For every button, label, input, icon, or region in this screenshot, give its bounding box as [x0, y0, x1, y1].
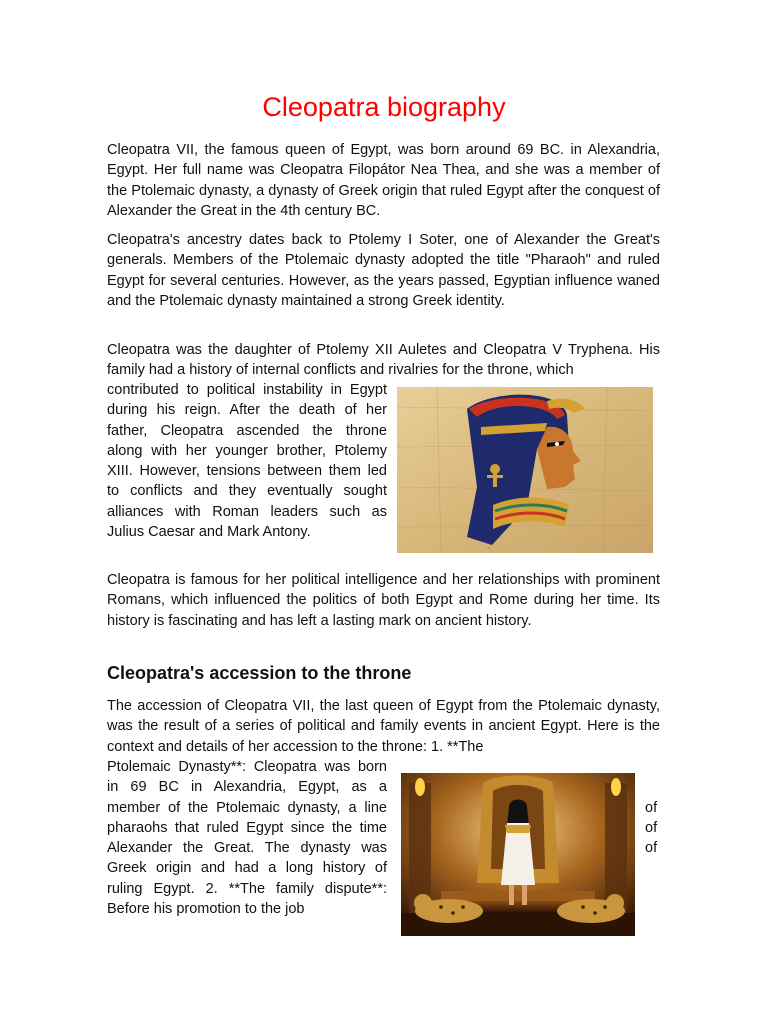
wrapped-word: of	[645, 840, 658, 856]
paragraph-intro: Cleopatra VII, the famous queen of Egypt, was born around 69 BC. in Alexandria, Egypt. Her full name was Cleopatra Filopátor Nea Thea, and she was a member of the Ptolemaic dynasty, a dynasty of Greek origin that ruled Egypt after the conquest of Alexander the Great in the 4th century BC.	[107, 142, 660, 219]
paragraph-family-wrap: contributed to political instability in Egypt during his reign. After the death of her father, Cleopatra ascended the throne along with her younger brother, Ptolemy XIII. However, tensions between them led to conflicts and they eventually sought alliances with Roman leaders such as Julius Caesar and Mark Antony.	[107, 382, 387, 541]
paragraph-ancestry: Cleopatra's ancestry dates back to Ptolemy I Soter, one of Alexander the Great's generals. Members of the Ptolemaic dynasty adopted the title "Pharaoh" and ruled Egypt for several centuries. However, as the years passed, Egyptian influence waned and the Ptolemaic dynasty maintained a strong Greek identity.	[107, 232, 660, 309]
wrapped-word: of	[645, 800, 658, 816]
wrapped-word: of	[645, 820, 658, 836]
paragraph-legacy: Cleopatra is famous for her political intelligence and her relationships with prominent Romans, which influenced the politics of both Egypt and Rome during her time. Its history is fascinating and has left a lasting mark on ancient history.	[107, 572, 660, 629]
cleopatra-papyrus-image	[397, 387, 653, 553]
page-title: Cleopatra biography	[262, 92, 506, 122]
paragraph-accession-full: The accession of Cleopatra VII, the last queen of Egypt from the Ptolemaic dynasty, was the result of a series of political and family events in ancient Egypt. Here is the context and details of her accession to the throne: 1. **The	[107, 698, 660, 755]
paragraph-accession-wrap: Ptolemaic Dynasty**: Cleopatra was born in 69 BC in Alexandria, Egypt, as a member of the Ptolemaic dynasty, a line pharaohs that ruled Egypt since the time Alexander the Great. The dynasty was Greek origin and had a long history of ruling Egypt. 2. **The family dispute**: Before his promotion to the job	[107, 759, 387, 918]
svg-text:~: ~	[487, 546, 491, 552]
paragraph-family-full: Cleopatra was the daughter of Ptolemy XII Auletes and Cleopatra V Tryphena. His family had a history of internal conflicts and rivalries for the throne, which	[107, 342, 660, 379]
section-heading: Cleopatra's accession to the throne	[107, 663, 412, 683]
cleopatra-throne-image	[401, 773, 635, 936]
